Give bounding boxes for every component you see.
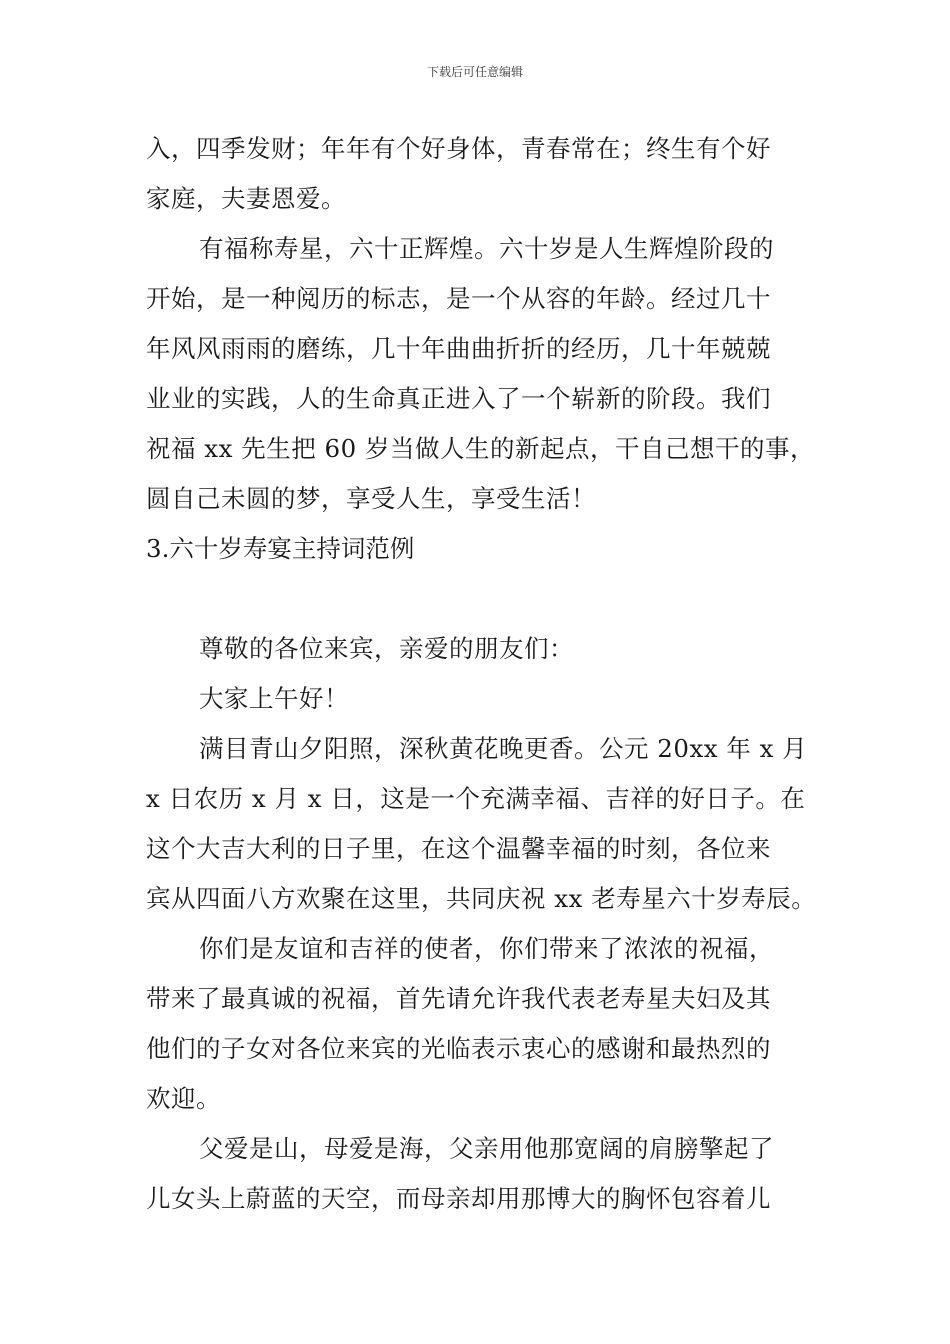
paragraph <box>146 674 810 724</box>
text-line: 年风风雨雨的磨练，几十年曲曲折折的经历，几十年兢兢 <box>146 334 771 363</box>
section-heading <box>146 524 810 574</box>
text-line: 开始，是一种阅历的标志，是一个从容的年龄。经过几十 <box>146 284 771 313</box>
text-line: 业业的实践，人的生命真正进入了一个崭新的阶段。我们 <box>146 384 771 413</box>
text-line: 欢迎。 <box>146 1084 221 1113</box>
text-line: 圆自己未圆的梦，享受人生，享受生活！ <box>146 484 596 513</box>
text-line: 有福称寿星，六十正辉煌。六十岁是人生辉煌阶段的 <box>199 234 774 263</box>
text-line: x 日农历 x 月 x 日，这是一个充满幸福、吉祥的好日子。在 <box>146 784 806 813</box>
text-line: 入，四季发财；年年有个好身体，青春常在；终生有个好 <box>146 134 771 163</box>
text-line: 尊敬的各位来宾，亲爱的朋友们： <box>199 634 574 663</box>
page-header: 下载后可任意编辑 <box>426 65 523 79</box>
text-line: 带来了最真诚的祝福，首先请允许我代表老寿星夫妇及其 <box>146 984 771 1013</box>
text-line: 你们是友谊和吉祥的使者，你们带来了浓浓的祝福， <box>199 934 774 963</box>
document-body <box>146 124 817 1224</box>
text-line: 大家上午好！ <box>199 684 349 713</box>
paragraph <box>146 224 815 524</box>
paragraph <box>146 924 810 1124</box>
blank-line <box>146 574 810 624</box>
text-line: 满目青山夕阳照，深秋黄花晚更香。公元 20xx 年 x 月 <box>199 734 808 763</box>
text-line: 他们的子女对各位来宾的光临表示衷心的感谢和最热烈的 <box>146 1034 771 1063</box>
text-line: 父爱是山，母爱是海，父亲用他那宽阔的肩膀擎起了 <box>199 1134 774 1163</box>
paragraph <box>146 724 817 924</box>
text-line: 祝福 xx 先生把 60 岁当做人生的新起点，干自己想干的事， <box>146 434 815 463</box>
paragraph <box>146 1124 810 1224</box>
text-line: 宾从四面八方欢聚在这里，共同庆祝 xx 老寿星六十岁寿辰。 <box>146 884 817 913</box>
heading-text: 3.六十岁寿宴主持词范例 <box>146 534 415 563</box>
text-line: 这个大吉大利的日子里，在这个温馨幸福的时刻，各位来 <box>146 834 771 863</box>
paragraph <box>146 624 810 674</box>
paragraph <box>146 124 810 224</box>
text-line: 家庭，夫妻恩爱。 <box>146 184 346 213</box>
text-line: 儿女头上蔚蓝的天空，而母亲却用那博大的胸怀包容着儿 <box>146 1184 771 1213</box>
